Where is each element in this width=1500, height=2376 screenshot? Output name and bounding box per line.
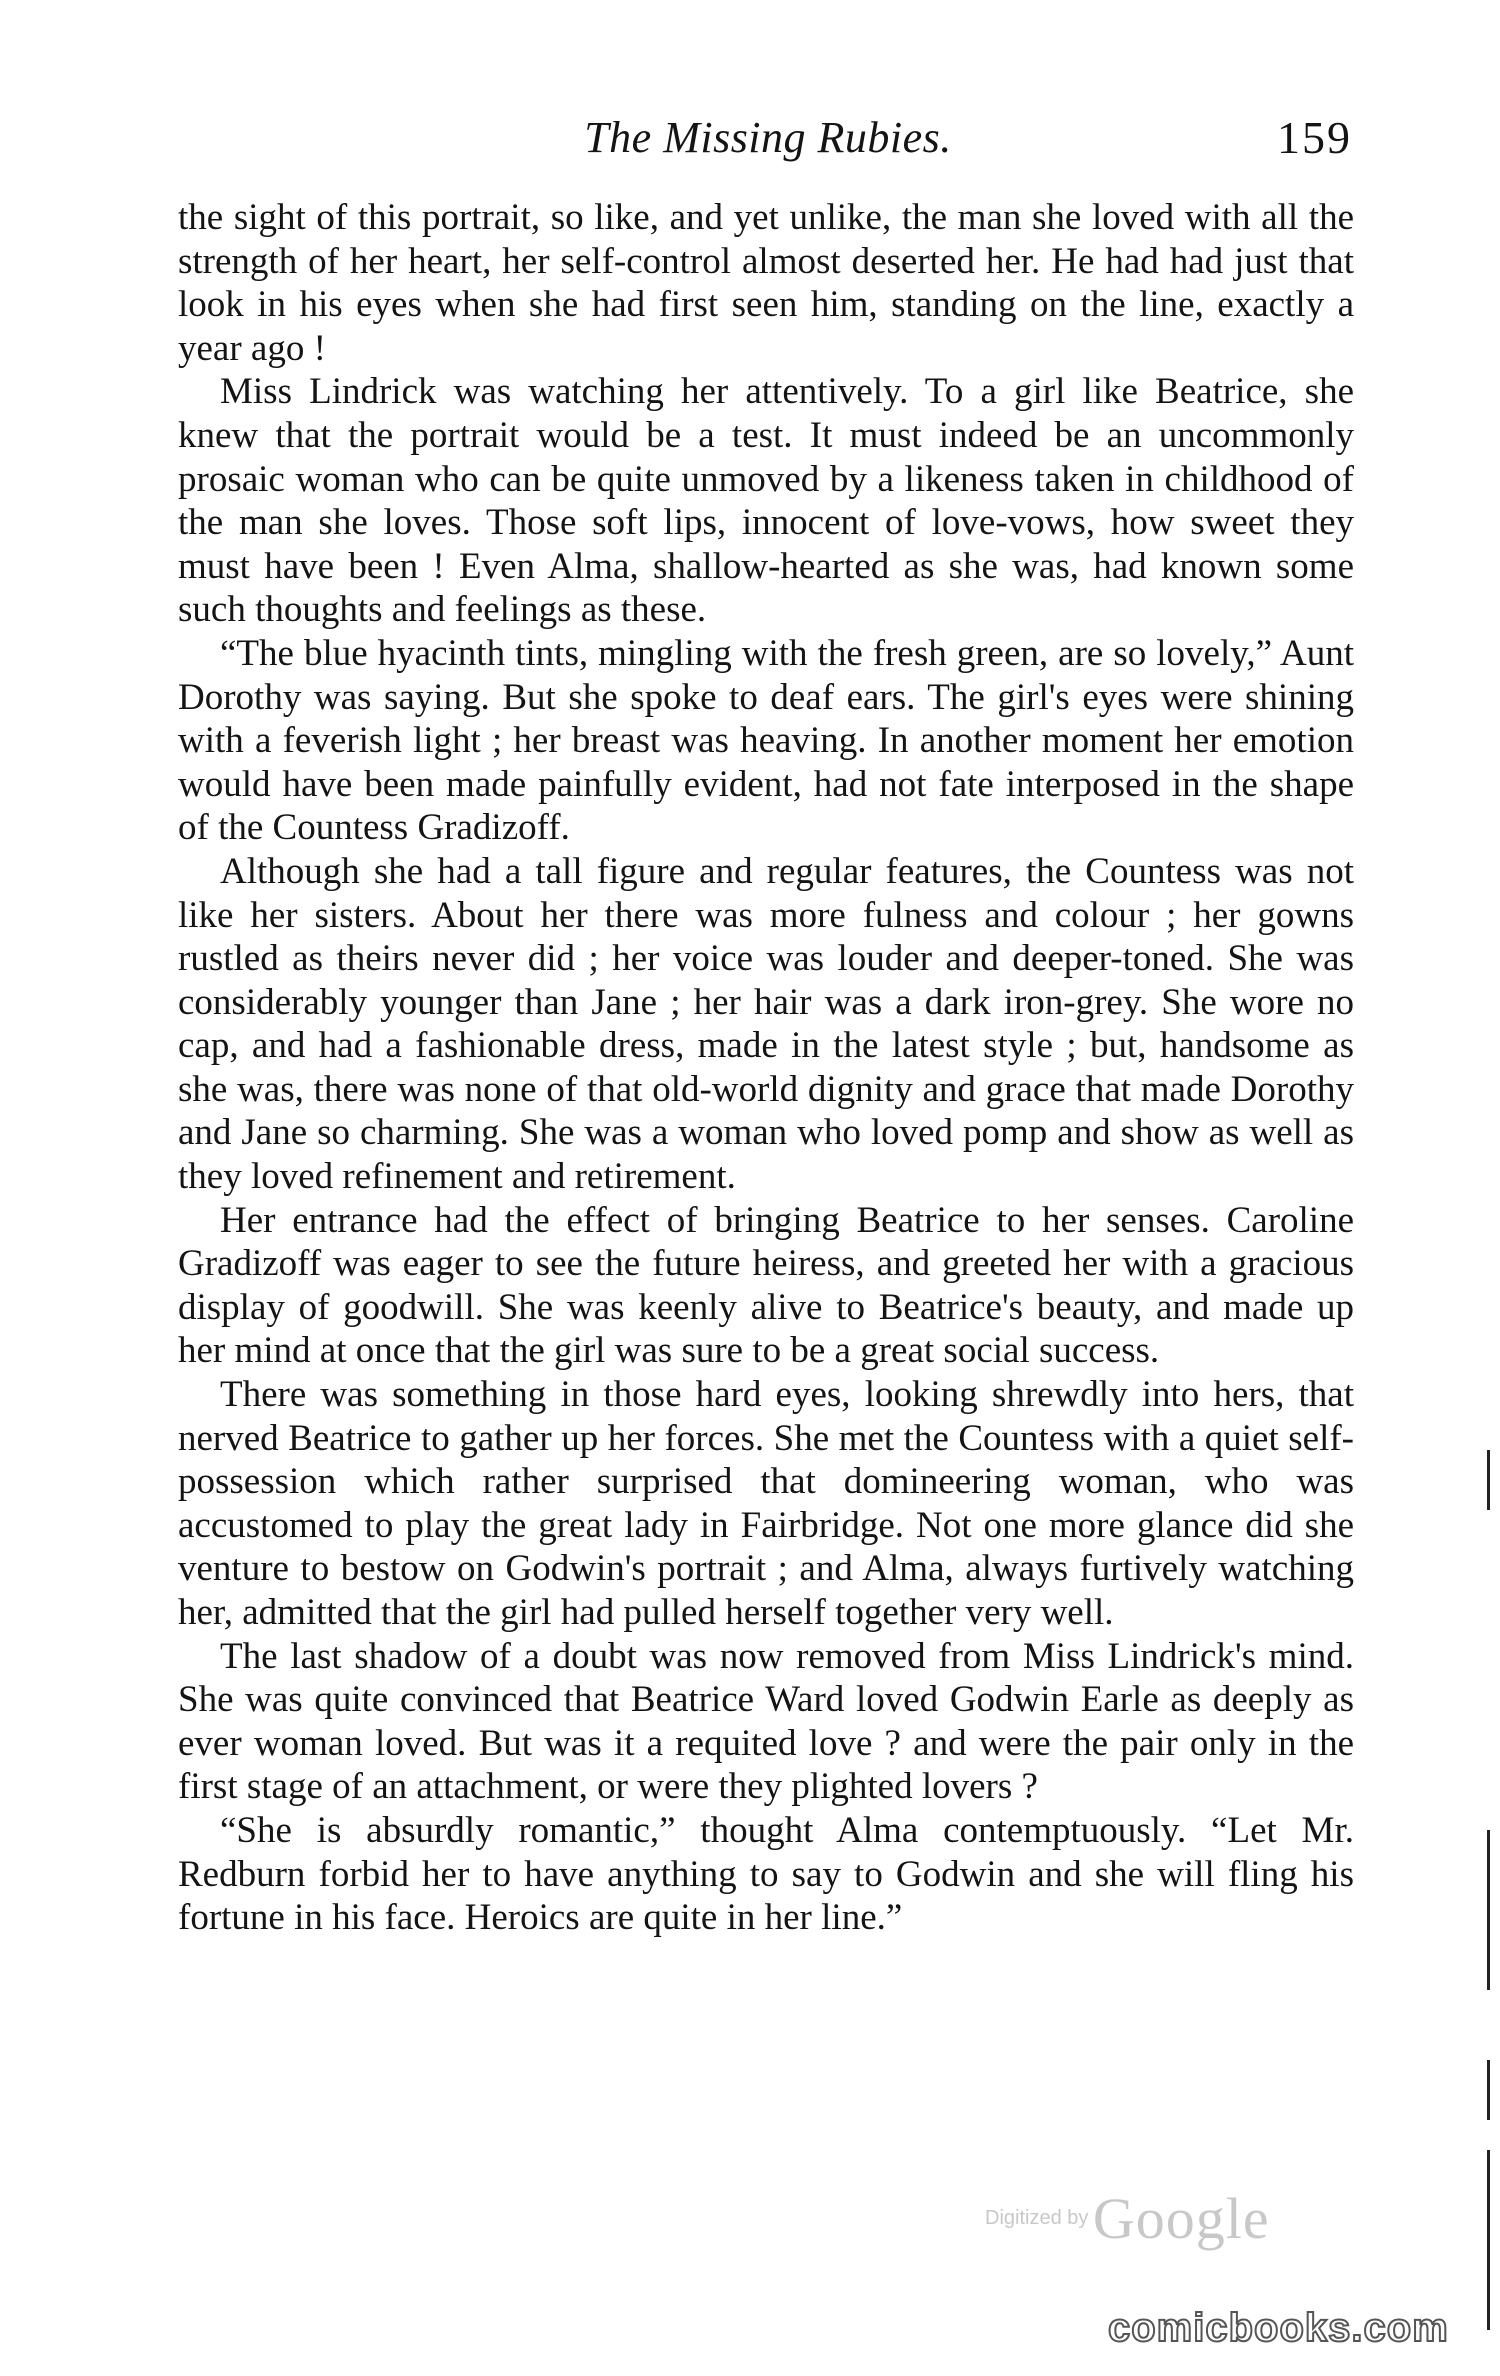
paragraph: Miss Lindrick was watching her attentively. To a girl like Beatrice, she knew that the portrait would be a test. It must indeed be an uncommonly prosaic woman who can be quite unmoved by a likeness taken in childhood of the man she loves. Those soft lips, innocent of love-vows, how sweet they must have been ! Even Alma, shallow-hearted as she was, had known some such thoughts and feelings as these. bbox=[178, 371, 1354, 631]
paragraph: The last shadow of a doubt was now removed from Miss Lindrick's mind. She was quite convinced that Beatrice Ward loved Godwin Earle as deeply as ever woman loved. But was it a requited love ? and were the pair only in the first stage of an attachment, or were they plighted lovers ? bbox=[178, 1635, 1354, 1808]
scan-edge-mark bbox=[1487, 1450, 1490, 1510]
google-logo-text: Google bbox=[1092, 2186, 1270, 2251]
paragraph: the sight of this portrait, so like, and yet unlike, the man she loved with all the strength of her heart, her self-control almost deserted her. He had had just that look in his eyes when she had first seen him, standing on the line, exactly a year ago ! bbox=[178, 197, 1354, 369]
paragraph: “The blue hyacinth tints, mingling with the fresh green, are so lovely,” Aunt Dorothy was saying. But she spoke to deaf ears. The girl's eyes were shining with a feverish light ; her breast was heaving. In another moment her emotion would have been made painfully evident, had not fate interposed in the shape of the Countess Gradizoff. bbox=[178, 632, 1354, 849]
scan-edge-mark bbox=[1487, 1830, 1490, 1990]
site-watermark: comicbooks.com bbox=[1108, 2306, 1449, 2350]
digitized-prefix: Digitized by bbox=[985, 2207, 1089, 2229]
page-number: 159 bbox=[1277, 112, 1352, 163]
scan-edge-mark bbox=[1487, 2060, 1490, 2120]
body-text bbox=[178, 196, 1354, 1940]
paragraph: “She is absurdly romantic,” thought Alma contemptuously. “Let Mr. Redburn forbid her to have anything to say to Godwin and she will fling his fortune in his face. Heroics are quite in her line.” bbox=[178, 1809, 1354, 1939]
paragraph: Her entrance had the effect of bringing Beatrice to her senses. Caroline Gradizoff was eager to see the future heiress, and greeted her with a gracious display of goodwill. She was keenly alive to Beatrice's beauty, and made up her mind at once that the girl was sure to be a great social success. bbox=[178, 1199, 1354, 1372]
page-header bbox=[178, 108, 1358, 168]
paragraph: Although she had a tall figure and regular features, the Countess was not like her sisters. About her there was more fulness and colour ; her gowns rustled as theirs never did ; her voice was louder and deeper-toned. She was considerably younger than Jane ; her hair was a dark iron-grey. She wore no cap, and had a fashionable dress, made in the latest style ; but, handsome as she was, there was none of that old-world dignity and grace that made Dorothy and Jane so charming. She was a woman who loved pomp and show as well as they loved refinement and retirement. bbox=[178, 850, 1354, 1198]
paragraph: There was something in those hard eyes, looking shrewdly into hers, that nerved Beatrice to gather up her forces. She met the Countess with a quiet self-possession which rather surprised that domineering woman, who was accustomed to play the great lady in Fairbridge. Not one more glance did she venture to bestow on Godwin's portrait ; and Alma, always furtively watching her, admitted that the girl had pulled herself together very well. bbox=[178, 1374, 1354, 1633]
running-title: The Missing Rubies. bbox=[584, 113, 952, 162]
scan-edge-mark bbox=[1487, 2150, 1490, 2330]
digitized-by-google-mark bbox=[985, 2185, 1270, 2252]
